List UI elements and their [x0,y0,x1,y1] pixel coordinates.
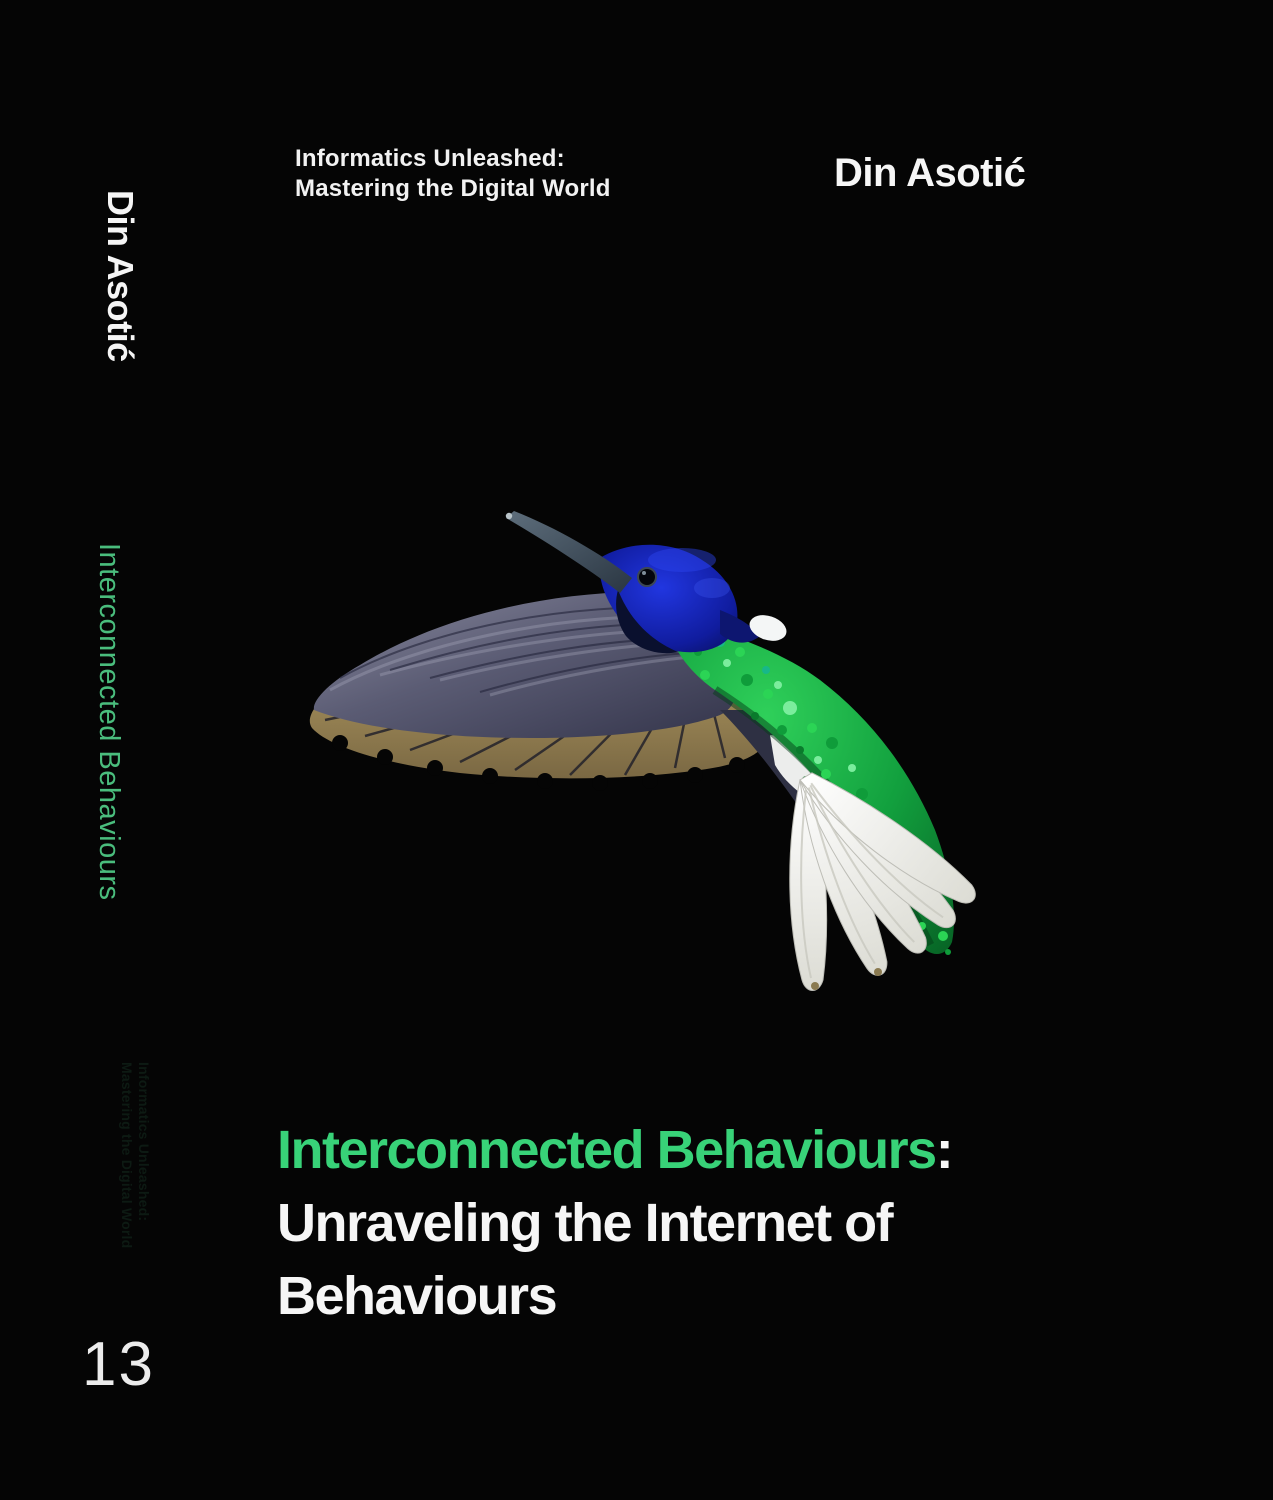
spine-volume-number: 13 [82,1330,155,1399]
series-title-line2: Mastering the Digital World [295,175,611,202]
spine-series-line1: Informatics Unleashed: [136,1062,152,1222]
book-title [277,1114,952,1333]
series-title [295,144,611,204]
title-highlight: Interconnected Behaviours [277,1120,936,1180]
title-line1 [277,1114,952,1187]
spine-series-line2: Mastering the Digital World [119,1062,135,1249]
title-line2: Unraveling the Internet of [277,1193,893,1253]
hummingbird-photo [300,480,990,1020]
author-name: Din Asotić [834,151,1026,195]
spine-title: Interconnected Behaviours [93,543,125,901]
title-colon: : [935,1120,953,1180]
spine-author: Din Asotić [100,190,141,362]
spine-series [118,1062,152,1248]
title-line3: Behaviours [277,1266,557,1326]
series-title-line1: Informatics Unleashed: [295,145,565,172]
